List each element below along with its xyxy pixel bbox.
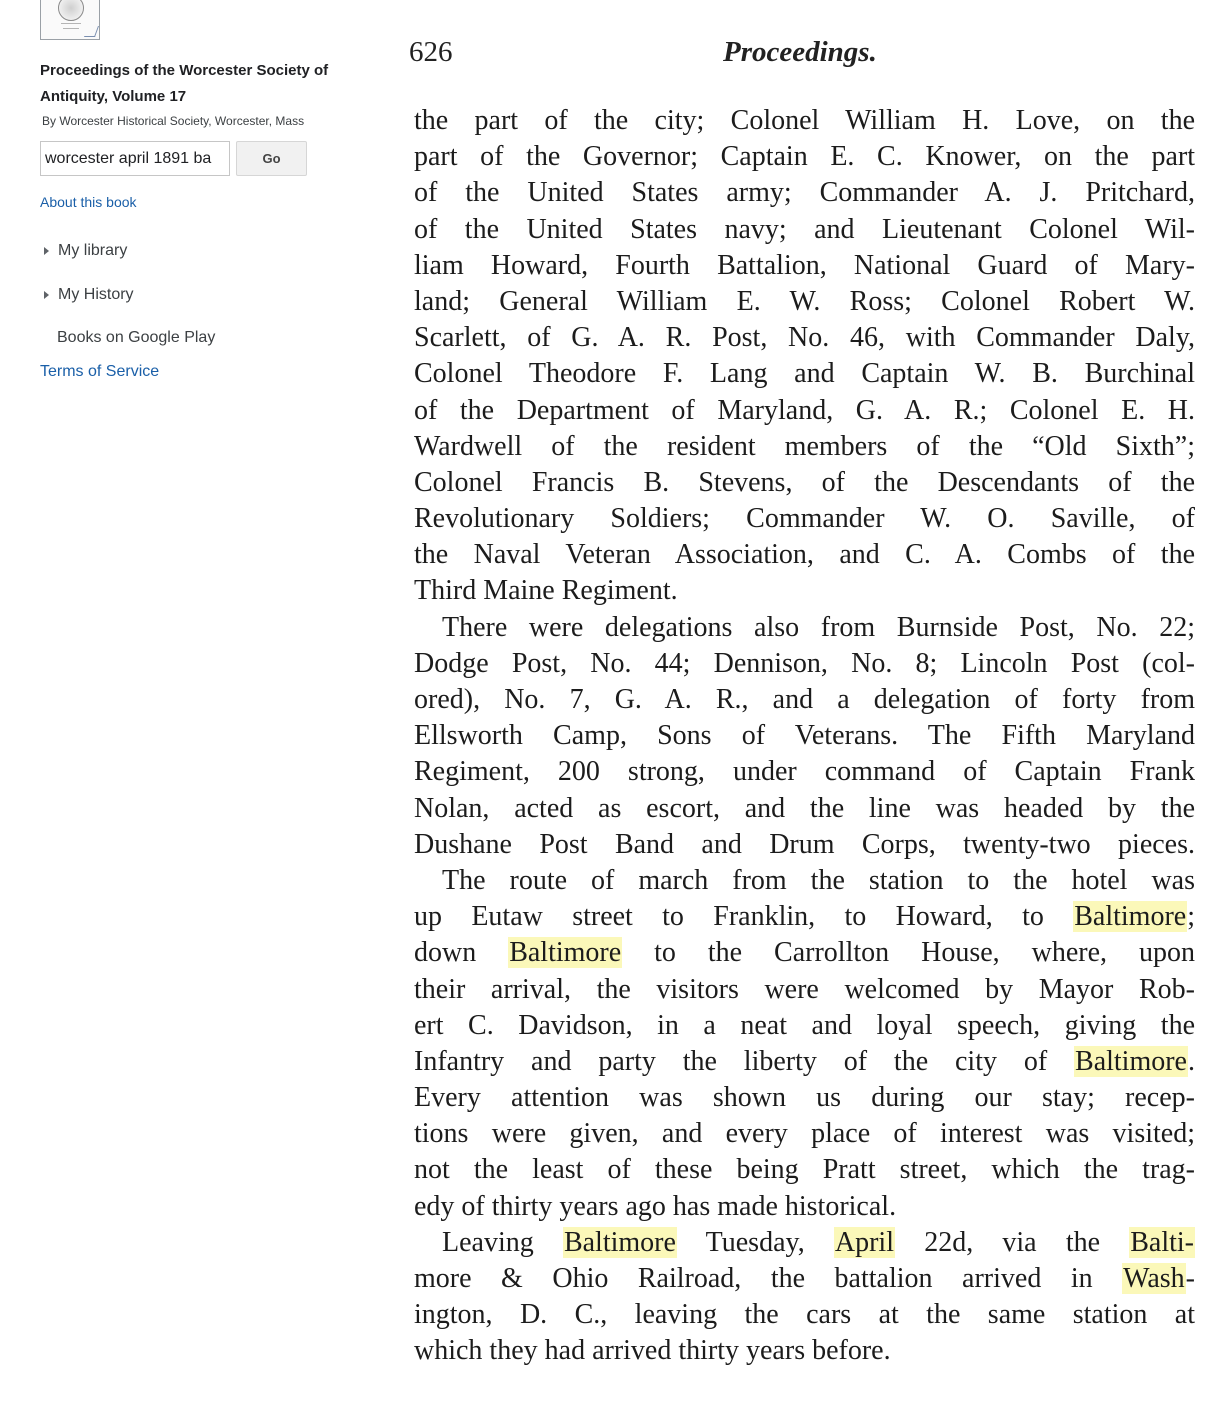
text-line [414,212,1195,248]
nav-label: My library [58,242,128,259]
text-segment: There were delegations also from Burnside Post, No. 22; [442,611,1195,643]
text-line [414,899,1195,935]
search-highlight: Baltimore [1075,1045,1187,1077]
text-segment: of the United States army; Commander A. J. Pritchard, [414,177,1195,209]
search-highlight: April [834,1226,894,1258]
text-line [414,1297,1195,1333]
text-segment: ert C. Davidson, in a neat and loyal speech, giving the [414,1009,1195,1041]
book-cover-thumbnail[interactable] [40,0,100,40]
text-segment: down [414,937,509,969]
text-segment: Nolan, acted as escort, and the line was headed by the [414,792,1195,824]
nav-my-history[interactable] [40,286,134,304]
text-segment: Scarlett, of G. A. R. Post, No. 46, with Commander Daly, [414,322,1195,354]
text-segment: tions were given, and every place of interest was visited; [414,1118,1195,1150]
text-line [414,393,1195,429]
text-line [414,718,1195,754]
triangle-right-icon [44,247,49,255]
text-line [414,1225,1195,1261]
text-segment: to the Carrollton House, where, upon [622,937,1195,969]
text-segment: edy of thirty years ago has made historical. [414,1190,897,1222]
search-highlight: Wash [1123,1263,1185,1294]
text-line [414,1152,1195,1188]
text-line [414,1189,1195,1225]
text-line [414,248,1195,284]
running-head: Proceedings. [723,36,877,68]
text-segment: Every attention was shown us during our stay; recep- [414,1082,1195,1114]
text-segment: Ellsworth Camp, Sons of Veterans. The Fifth Maryland [414,720,1195,752]
text-segment: their arrival, the visitors were welcomed by Mayor Rob- [414,973,1195,1005]
text-segment: 22d, via the [895,1226,1130,1258]
search-highlight: Baltimore [1074,901,1187,933]
text-line [414,284,1195,320]
text-line [414,754,1195,790]
text-segment: Colonel Francis B. Stevens, of the Descendants of the [414,466,1195,498]
text-segment: of the United States navy; and Lieutenant Colonel Wil- [414,213,1195,245]
text-line [414,537,1195,573]
text-segment: Third Maine Regiment. [414,575,678,607]
thumbnail-text-line [61,23,81,24]
text-segment: The route of march from the station to the hotel was [442,864,1195,896]
text-line [414,1116,1195,1152]
text-line [414,827,1195,863]
text-line [414,429,1195,465]
text-line [414,682,1195,718]
search-highlight: Balti- [1130,1226,1194,1258]
text-line [414,103,1195,139]
text-segment: . [1188,1045,1195,1077]
thumbnail-text-line [63,28,79,29]
text-line [414,573,1195,609]
text-line [414,139,1195,175]
text-segment: Regiment, 200 strong, under command of Captain Frank [414,756,1195,788]
text-line [414,320,1195,356]
text-segment: Colonel Theodore F. Lang and Captain W. B. Burchinal [414,358,1195,390]
text-line [414,1261,1195,1297]
page-body-text [414,103,1195,1370]
book-sidebar [0,0,380,1421]
text-segment: more & Ohio Railroad, the battalion arrived in [414,1263,1123,1294]
page-curl-icon [84,26,99,37]
text-segment: not the least of these being Pratt street, which the trag- [414,1154,1195,1186]
text-line [414,1044,1195,1080]
text-line [414,972,1195,1008]
text-segment: ington, D. C., leaving the cars at the same station at [414,1299,1195,1331]
text-segment: part of the Governor; Captain E. C. Knower, on the part [414,141,1195,173]
text-segment: - [1185,1263,1195,1294]
text-segment: land; General William E. W. Ross; Colonel Robert W. [414,285,1195,317]
terms-of-service-link[interactable]: Terms of Service [40,363,160,380]
text-segment: which they had arrived thirty years before. [414,1335,891,1367]
search-highlight: Baltimore [563,1226,676,1258]
book-page-scan [380,0,1232,1421]
text-segment: Tuesday, [676,1226,834,1258]
text-segment: Revolutionary Soldiers; Commander W. O. Saville, of [414,503,1195,535]
page-number: 626 [409,36,453,68]
text-segment: Dushane Post Band and Drum Corps, twenty-two pieces. [414,828,1195,860]
text-segment: the Naval Veteran Association, and C. A. Combs of the [414,539,1195,571]
book-title[interactable]: Proceedings of the Worcester Society of Antiquity, Volume 17 [40,62,329,105]
text-line [414,610,1195,646]
nav-label: My History [58,286,134,303]
seal-icon [58,0,84,21]
triangle-right-icon [44,291,49,299]
book-byline: By Worcester Historical Society, Worcester, Mass [42,114,305,128]
text-line [414,465,1195,501]
text-segment: Leaving [442,1226,563,1258]
text-line [414,935,1195,971]
text-segment: ; [1187,901,1195,933]
text-line [414,791,1195,827]
text-segment: up Eutaw street to Franklin, to Howard, to [414,901,1074,933]
text-line [414,501,1195,537]
text-segment: ored), No. 7, G. A. R., and a delegation of forty from [414,684,1195,715]
text-segment: Infantry and party the liberty of the city of [414,1045,1075,1077]
text-segment: Wardwell of the resident members of the “Old Sixth”; [414,430,1195,462]
about-this-book-link[interactable]: About this book [40,194,137,210]
text-line [414,1080,1195,1116]
text-line [414,356,1195,392]
search-in-book-input[interactable] [40,141,230,176]
text-line [414,646,1195,682]
text-line [414,1008,1195,1044]
search-highlight: Baltimore [509,937,622,969]
text-segment: the part of the city; Colonel William H. Love, on the [414,105,1195,136]
go-button[interactable]: Go [236,141,307,176]
text-line [414,175,1195,211]
nav-my-library[interactable] [40,242,127,260]
text-line [414,863,1195,899]
books-on-google-play-link[interactable]: Books on Google Play [57,329,216,346]
text-segment: liam Howard, Fourth Battalion, National Guard of Mary- [414,249,1195,281]
text-line [414,1333,1195,1369]
text-segment: Dodge Post, No. 44; Dennison, No. 8; Lincoln Post (col- [414,647,1195,679]
text-segment: of the Department of Maryland, G. A. R.; Colonel E. H. [414,394,1195,426]
